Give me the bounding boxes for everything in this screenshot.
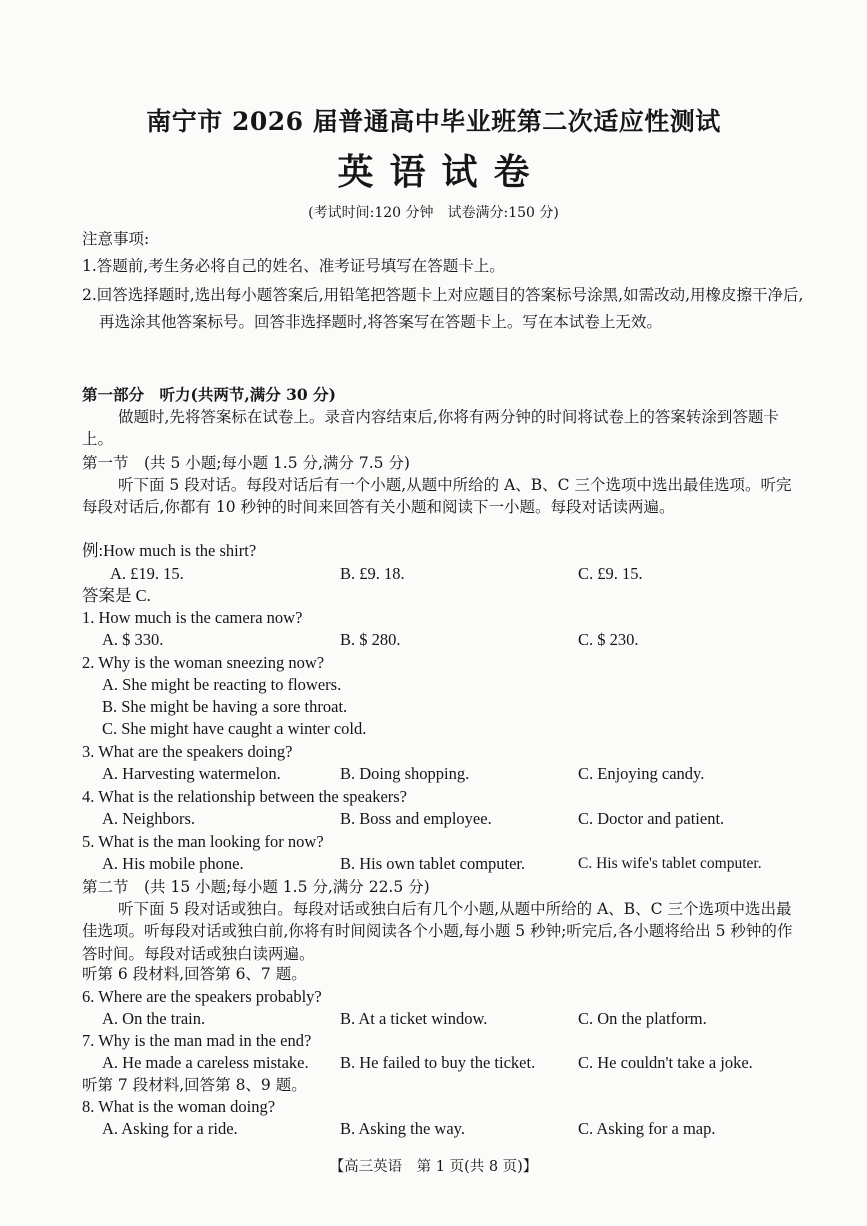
question-8: 8. What is the woman doing? xyxy=(82,1097,276,1116)
section1-intro: 听下面 5 段对话。每段对话后有一个小题,从题中所给的 A、B、C 三个选项中选出最佳选项。听完每段对话后,你都有 10 秒钟的时间来回答有关小题和阅读下一小题。每段对话读两遍。 xyxy=(82,476,792,517)
question-3-option-c: C. Enjoying candy. xyxy=(578,764,705,783)
example-option-a: A. £19. 15. xyxy=(110,564,184,583)
question-5-option-b: B. His own tablet computer. xyxy=(340,854,526,873)
notice-heading: 注意事项: xyxy=(82,230,150,248)
page-footer: 【高三英语 第 1 页(共 8 页)】 xyxy=(329,1159,538,1175)
question-2-option-a: A. She might be reacting to flowers. xyxy=(102,675,342,694)
material-7-note: 听第 7 段材料,回答第 8、9 题。 xyxy=(82,1076,307,1094)
notice-item-1: 1.答题前,考生务必将自己的姓名、准考证号填写在答题卡上。 xyxy=(82,257,505,275)
question-1: 1. How much is the camera now? xyxy=(82,608,303,627)
question-5-option-a: A. His mobile phone. xyxy=(102,854,244,873)
question-1-option-a: A. $ 330. xyxy=(102,630,164,649)
question-3-option-a: A. Harvesting watermelon. xyxy=(102,764,281,783)
question-2: 2. Why is the woman sneezing now? xyxy=(82,653,325,672)
section1-heading: 第一节 (共 5 小题;每小题 1.5 分,满分 7.5 分) xyxy=(82,454,410,472)
question-2-option-b: B. She might be having a sore throat. xyxy=(102,697,348,716)
question-2-option-c: C. She might have caught a winter cold. xyxy=(102,719,367,738)
question-6: 6. Where are the speakers probably? xyxy=(82,987,322,1006)
question-3-option-b: B. Doing shopping. xyxy=(340,764,470,783)
question-1-option-b: B. $ 280. xyxy=(340,630,401,649)
question-6-option-c: C. On the platform. xyxy=(578,1009,707,1028)
exam-time-info: (考试时间:120 分钟 试卷满分:150 分) xyxy=(308,205,559,221)
question-4-option-c: C. Doctor and patient. xyxy=(578,809,725,828)
question-7-option-b: B. He failed to buy the ticket. xyxy=(340,1053,536,1072)
question-3: 3. What are the speakers doing? xyxy=(82,742,293,761)
question-8-option-c: C. Asking for a map. xyxy=(578,1119,716,1138)
question-4-option-a: A. Neighbors. xyxy=(102,809,196,828)
question-7-option-a: A. He made a careless mistake. xyxy=(102,1053,309,1072)
example-question: 例:How much is the shirt? xyxy=(82,541,257,560)
section2-heading: 第二节 (共 15 小题;每小题 1.5 分,满分 22.5 分) xyxy=(82,878,430,896)
question-7-option-c: C. He couldn't take a joke. xyxy=(578,1053,753,1072)
question-4: 4. What is the relationship between the speakers? xyxy=(82,787,408,806)
question-6-option-b: B. At a ticket window. xyxy=(340,1009,488,1028)
question-1-option-c: C. $ 230. xyxy=(578,630,639,649)
example-answer: 答案是 C. xyxy=(82,586,151,605)
part1-intro: 做题时,先将答案标在试卷上。录音内容结束后,你将有两分钟的时间将试卷上的答案转涂到答题卡上。 xyxy=(82,408,779,449)
example-option-b: B. £9. 18. xyxy=(340,564,405,583)
exam-title: 南宁市 2026 届普通高中毕业班第二次适应性测试 xyxy=(146,107,721,136)
example-option-c: C. £9. 15. xyxy=(578,564,643,583)
material-6-note: 听第 6 段材料,回答第 6、7 题。 xyxy=(82,965,307,983)
question-8-option-b: B. Asking the way. xyxy=(340,1119,465,1138)
exam-subject: 英语试卷 xyxy=(337,151,546,193)
question-5-option-c: C. His wife's tablet computer. xyxy=(578,855,762,872)
question-5: 5. What is the man looking for now? xyxy=(82,832,324,851)
notice-item-2: 2.回答选择题时,选出每小题答案后,用铅笔把答题卡上对应题目的答案标号涂黑,如需改动,用橡皮擦干净后,再选涂其他答案标号。回答非选择题时,将答案写在答题卡上。写在本试卷上无效。 xyxy=(82,286,804,331)
question-4-option-b: B. Boss and employee. xyxy=(340,809,492,828)
part1-heading: 第一部分 听力(共两节,满分 30 分) xyxy=(82,385,336,404)
question-8-option-a: A. Asking for a ride. xyxy=(102,1119,238,1138)
question-6-option-a: A. On the train. xyxy=(102,1009,206,1028)
section2-intro: 听下面 5 段对话或独白。每段对话或独白后有几个小题,从题中所给的 A、B、C 三个选项中选出最佳选项。听每段对话或独白前,你将有时间阅读各个小题,每小题 5 秒钟;听完后,各小题将给出 5 秒钟的作答时间。每段对话或独白读两遍。 xyxy=(82,900,793,963)
question-7: 7. Why is the man mad in the end? xyxy=(82,1031,312,1050)
